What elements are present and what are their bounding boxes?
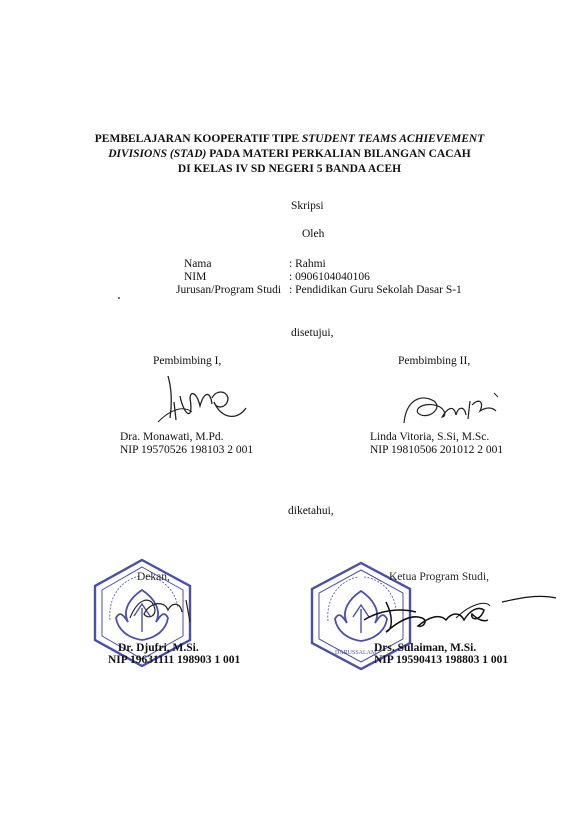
nim-value: : 0906104040106 — [289, 271, 370, 283]
title-line-2-italic: DIVISIONS (STAD) — [108, 148, 207, 160]
pembimbing1-name: Dra. Monawati, M.Pd. — [120, 431, 224, 443]
pembimbing2-signature — [398, 383, 498, 433]
speck-mark — [118, 297, 120, 299]
ketua-signature — [360, 590, 570, 640]
pembimbing2-name: Linda Vitoria, S.Si, M.Sc. — [370, 431, 490, 443]
dekan-signature — [120, 588, 200, 628]
skripsi-label: Skripsi — [291, 200, 324, 212]
ketua-name: Drs. Sulaiman, M.Si. — [374, 642, 477, 654]
title-line-3: DI KELAS IV SD NEGERI 5 BANDA ACEH — [177, 163, 402, 175]
title-line-1 — [0, 132, 579, 147]
stamp-inner-text: DARUSSALAM — [335, 650, 377, 656]
disetujui-label: disetujui, — [291, 327, 334, 339]
nim-label: NIM — [184, 271, 207, 283]
title-line-2-rest: PADA MATERI PERKALIAN BILANGAN CACAH — [206, 148, 471, 160]
nama-value: : Rahmi — [289, 258, 326, 270]
title-line-1-italic: STUDENT TEAMS ACHIEVEMENT — [301, 133, 485, 145]
pembimbing1-signature — [150, 368, 250, 430]
oleh-label: Oleh — [302, 228, 325, 240]
pembimbing1-role: Pembimbing I, — [153, 355, 222, 367]
pembimbing2-nip: NIP 19810506 201012 2 001 — [370, 444, 504, 456]
dekan-role: Dekan, — [137, 571, 170, 583]
nama-label: Nama — [184, 258, 212, 270]
dekan-nip: NIP 19631111 198903 1 001 — [108, 654, 241, 666]
title-line-1-prefix: PEMBELAJARAN KOOPERATIF TIPE — [94, 133, 302, 145]
jurusan-value: : Pendidikan Guru Sekolah Dasar S-1 — [289, 284, 462, 296]
pembimbing1-nip: NIP 19570526 198103 2 001 — [120, 444, 254, 456]
title-line-2 — [0, 147, 579, 162]
diketahui-label: diketahui, — [288, 505, 334, 517]
pembimbing2-role: Pembimbing II, — [398, 355, 471, 367]
ketua-role: Ketua Program Studi, — [389, 571, 489, 583]
ketua-nip: NIP 19590413 198803 1 001 — [374, 654, 509, 666]
jurusan-label: Jurusan/Program Studi — [176, 284, 282, 296]
dekan-name: Dr. Djufri, M.Si. — [118, 642, 199, 654]
